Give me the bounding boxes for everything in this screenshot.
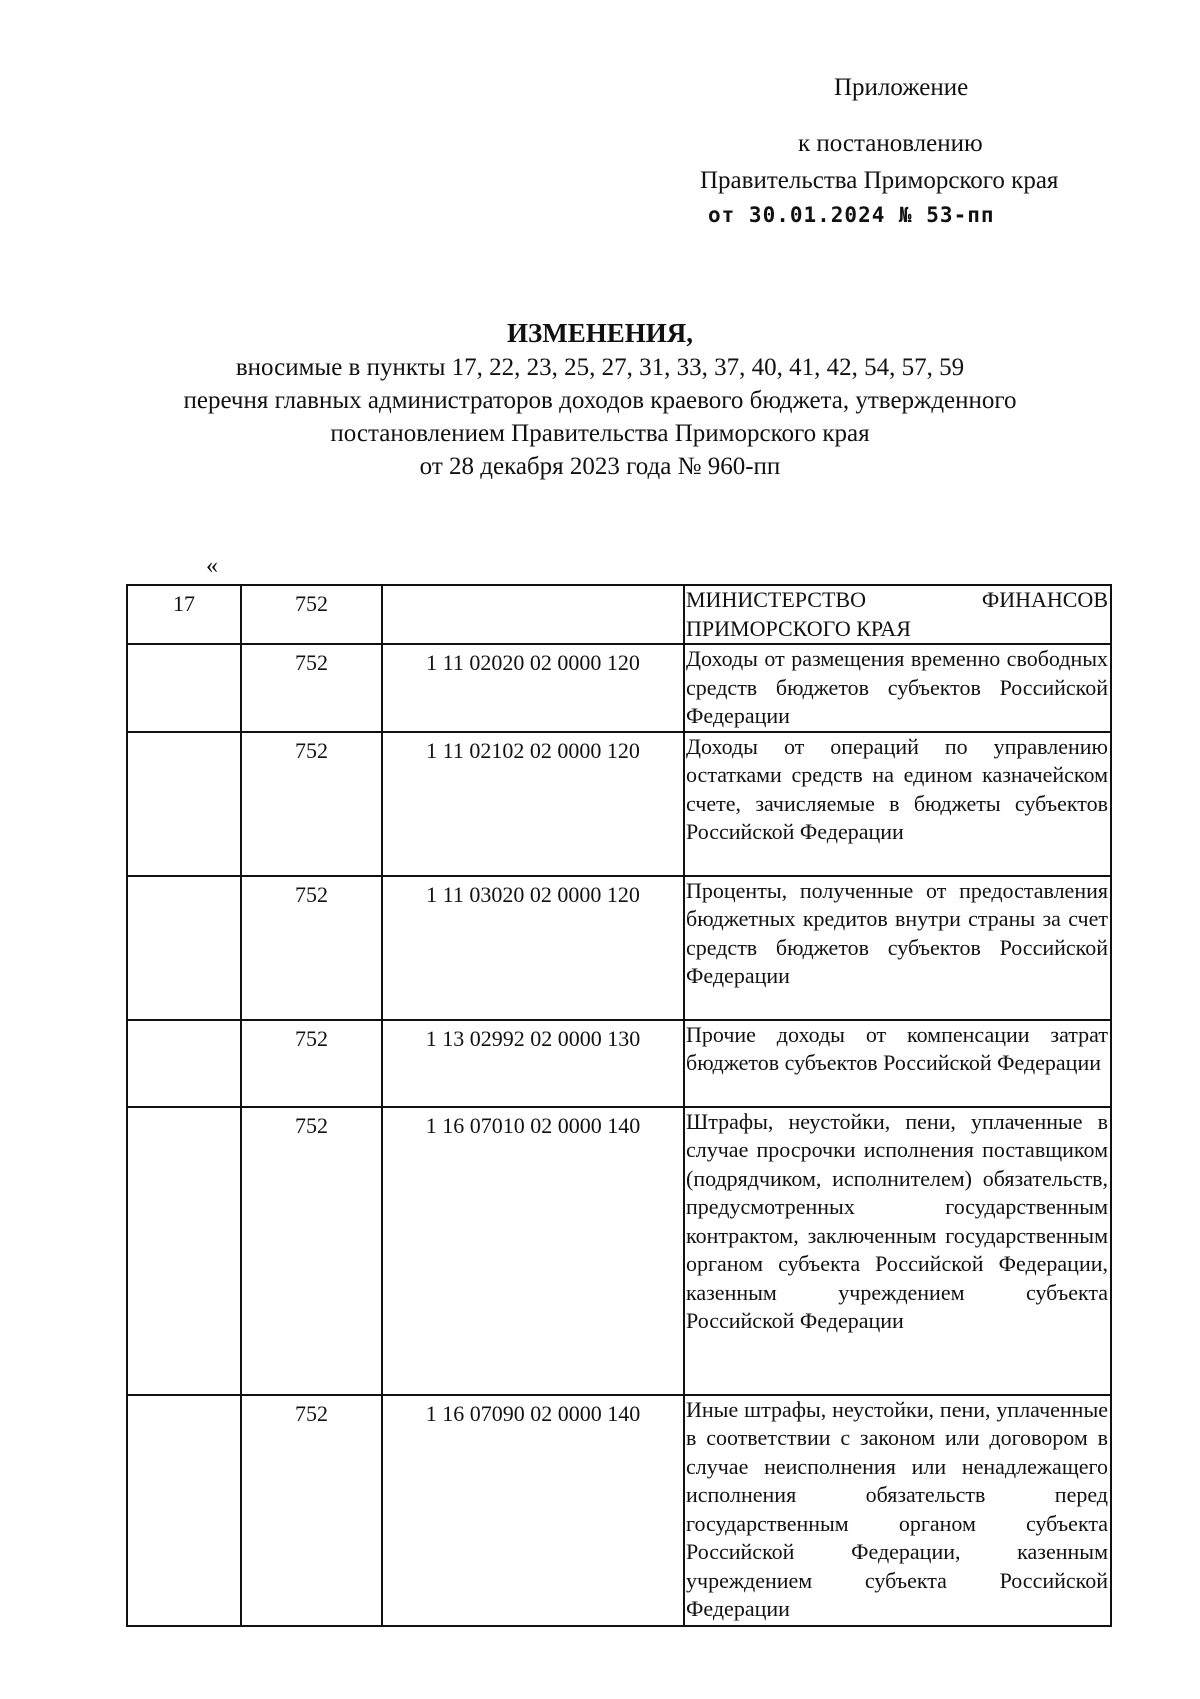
admin-code: 752 — [241, 585, 382, 644]
table-row — [127, 732, 1111, 876]
row-number — [127, 732, 241, 876]
income-description: Иные штрафы, неустойки, пени, уплаченные в соответствии с законом или договором в случае неисполнения или ненадлежащего исполнения обязательств перед государственным органом субъекта Российской Федерации, казенным учреждением субъекта Российской Федерации — [684, 1395, 1111, 1626]
document-title — [60, 317, 1140, 483]
admin-code: 752 — [241, 1020, 382, 1107]
appendix-label: Приложение — [834, 74, 969, 101]
row-number — [127, 1020, 241, 1107]
income-description: Доходы от размещения временно свободных средств бюджетов субъектов Российской Федерации — [684, 644, 1111, 732]
income-description: Доходы от операций по управлению остатками средств на едином казначейском счете, зачисляемые в бюджеты субъектов Российской Федерации — [684, 732, 1111, 876]
table-row — [127, 644, 1111, 732]
title-main: ИЗМЕНЕНИЯ, — [506, 318, 693, 348]
table-row — [127, 1395, 1111, 1626]
income-description: Проценты, полученные от предоставления бюджетных кредитов внутри страны за счет средств бюджетов субъектов Российской Федерации — [684, 876, 1111, 1020]
table-row — [127, 1020, 1111, 1107]
income-code — [382, 585, 684, 644]
income-code: 1 16 07010 02 0000 140 — [382, 1107, 684, 1395]
income-code: 1 11 02020 02 0000 120 — [382, 644, 684, 732]
title-line-1: вносимые в пункты 17, 22, 23, 25, 27, 31, 33, 37, 40, 41, 42, 54, 57, 59 — [235, 354, 965, 381]
income-code: 1 13 02992 02 0000 130 — [382, 1020, 684, 1107]
table-row — [127, 585, 1111, 644]
to-decree-label: к постановлению — [798, 130, 983, 157]
admin-code: 752 — [241, 876, 382, 1020]
row-number — [127, 1395, 241, 1626]
admin-code: 752 — [241, 1107, 382, 1395]
income-description: МИНИСТЕРСТВО ФИНАНСОВ ПРИМОРСКОГО КРАЯ — [684, 585, 1111, 644]
table-row — [127, 1107, 1111, 1395]
income-description: Прочие доходы от компенсации затрат бюджетов субъектов Российской Федерации — [684, 1020, 1111, 1107]
income-code: 1 11 02102 02 0000 120 — [382, 732, 684, 876]
row-number: 17 — [127, 585, 241, 644]
row-number — [127, 876, 241, 1020]
title-line-2: перечня главных администраторов доходов краевого бюджета, утвержденного — [183, 387, 1017, 414]
income-description: Штрафы, неустойки, пени, уплаченные в случае просрочки исполнения поставщиком (подрядчиком, исполнителем) обязательств, предусмотренных государственным контрактом, заключенным государственным органом субъекта Российской Федерации, казенным учреждением субъекта Российской Федерации — [684, 1107, 1111, 1395]
table-row — [127, 876, 1111, 1020]
title-line-3: постановлением Правительства Приморского края — [330, 420, 870, 447]
admin-code: 752 — [241, 1395, 382, 1626]
income-administrators-table — [126, 584, 1112, 1627]
title-line-4: от 28 декабря 2023 года № 960-пп — [419, 453, 781, 480]
row-number — [127, 644, 241, 732]
government-label: Правительства Приморского края — [700, 167, 1059, 194]
admin-code: 752 — [241, 644, 382, 732]
row-number — [127, 1107, 241, 1395]
decree-date-stamp: от 30.01.2024 № 53-пп — [708, 203, 995, 227]
income-code: 1 16 07090 02 0000 140 — [382, 1395, 684, 1626]
opening-quote: « — [206, 553, 218, 579]
income-code: 1 11 03020 02 0000 120 — [382, 876, 684, 1020]
admin-code: 752 — [241, 732, 382, 876]
